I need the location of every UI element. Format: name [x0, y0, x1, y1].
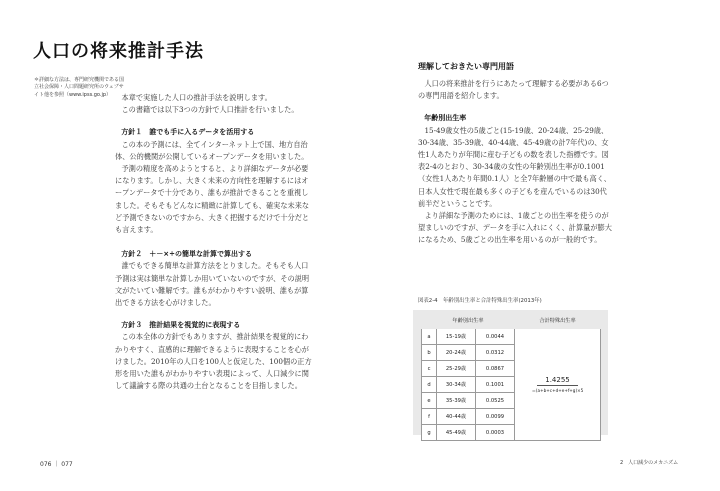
page-number-left: 076 ｜ 077 [40, 461, 73, 468]
policy-2-para-1: 誰でもできる簡単な計算方法をとりました。そもそも人口予測は実は簡単な計算しか用いていないのですが、その説明文がたいてい難解です。誰もがわかりやすい説明、誰もが算出できる方法を心がけました。 [115, 261, 310, 308]
row-key: a [422, 329, 437, 345]
figure-caption: 図表2-4 年齢別出生率と合計特殊出生率(2013年) [418, 298, 542, 304]
row-rate: 0.0312 [476, 345, 515, 361]
tfr-cell [515, 329, 601, 441]
row-age: 35-39歳 [437, 393, 476, 409]
row-age: 45-49歳 [437, 425, 476, 441]
tfr-value: 1.4255 [537, 376, 578, 386]
row-rate: 0.0525 [476, 393, 515, 409]
intro-line-2: この書籍では以下3つの方針で人口推計を行いました。 [121, 105, 299, 115]
term-heading: 年齢別出生率 [424, 114, 467, 123]
row-rate: 0.0099 [476, 409, 515, 425]
table-row [422, 329, 601, 345]
term-para-2: より詳細な予測のためには、1歳ごとの出生率を使うのが望ましいのですが、データを手に入れにくく、計算量が膨大になるため、5歳ごとの出生率を用いるのが一般的です。 [418, 211, 612, 245]
row-key: e [422, 393, 437, 409]
row-age: 20-24歳 [437, 345, 476, 361]
left-body [115, 92, 315, 392]
policy-1-para-1: この本の予測には、全てインターネット上で国、地方自治体、公的機関が公開しているオープンデータを用いました。 [115, 139, 309, 161]
row-key: g [422, 425, 437, 441]
tfr-formula: ＝(a+b+c+d+e+f+g)×5 [531, 387, 584, 393]
glossary-intro: 人口の将来推計を行うにあたって理解する必要がある6つの専門用語を紹介します。 [418, 79, 609, 101]
row-age: 25-29歳 [437, 361, 476, 377]
col-header-age-rate: 年齢別出生率 [422, 313, 515, 329]
row-rate: 0.0044 [476, 329, 515, 345]
term-para-1: 15-49歳女性の5歳ごと(15-19歳、20-24歳、25-29歳、30-34歳、35-39歳、40-44歳、45-49歳の計7年代)の、女性1人あたりが年間に産む子どもの数を表した指標です。図表2-4のとおり、30-34歳の女性の年齢別出生率が0.1001（女性1人あたり年間0.1人）と全7年齢層の中で最も高く、日本人女性で現在最も多くの子どもを産んでいるのは30代前半だということです。 [418, 125, 611, 208]
policy-3-heading: 方針３ 推計結果を視覚的に表現する [121, 321, 241, 330]
chapter-footer: 2 人口減少のメカニズム [620, 460, 679, 466]
row-key: d [422, 377, 437, 393]
row-age: 40-44歳 [437, 409, 476, 425]
row-age: 30-34歳 [437, 377, 476, 393]
row-key: f [422, 409, 437, 425]
glossary-heading: 理解しておきたい専門用語 [418, 62, 514, 71]
policy-2-heading: 方針２ ＋－×÷の簡単な計算で算出する [121, 250, 253, 259]
page-title: 人口の将来推計手法 [33, 41, 204, 62]
row-key: c [422, 361, 437, 377]
row-age: 15-19歳 [437, 329, 476, 345]
col-header-tfr: 合計特殊出生率 [515, 313, 601, 329]
policy-1-para-2: 予測の精度を高めようとすると、より詳細なデータが必要になります。しかし、大きく未来の方向性を理解するにはオープンデータで十分であり、誰もが推計できることを重視しました。そもそもどんなに精緻に計算しても、確実な未来など予測できないのですから、大きく把握するだけで十分だとも言えます。 [115, 164, 310, 235]
row-rate: 0.0003 [476, 425, 515, 441]
row-key: b [422, 345, 437, 361]
row-rate: 0.0867 [476, 361, 515, 377]
row-rate: 0.1001 [476, 377, 515, 393]
intro-line-1: 本章で実施した人口の推計手法を説明します。 [121, 93, 272, 102]
birth-rate-table [421, 312, 601, 441]
figure-table-box [413, 310, 608, 435]
policy-1-heading: 方針１ 誰でも手に入るデータを活用する [121, 128, 255, 137]
right-body [418, 78, 614, 247]
side-note: ＊詳細な方法は、専門研究機関である国立社会保障・人口問題研究所のウェブサイト他を参照（www.ipss.go.jp） [34, 77, 125, 98]
policy-3-para-1: この本全体の方針でもありますが、推計結果を視覚的にわかりやすく、直感的に理解できるように表現することを心がけました。2010年の人口を100人と仮定した、100個の正方形を用いた誰もがわかりやすい表現によって、人口減少に関して議論する際の共通の土台となることを目指しました。 [115, 332, 312, 391]
